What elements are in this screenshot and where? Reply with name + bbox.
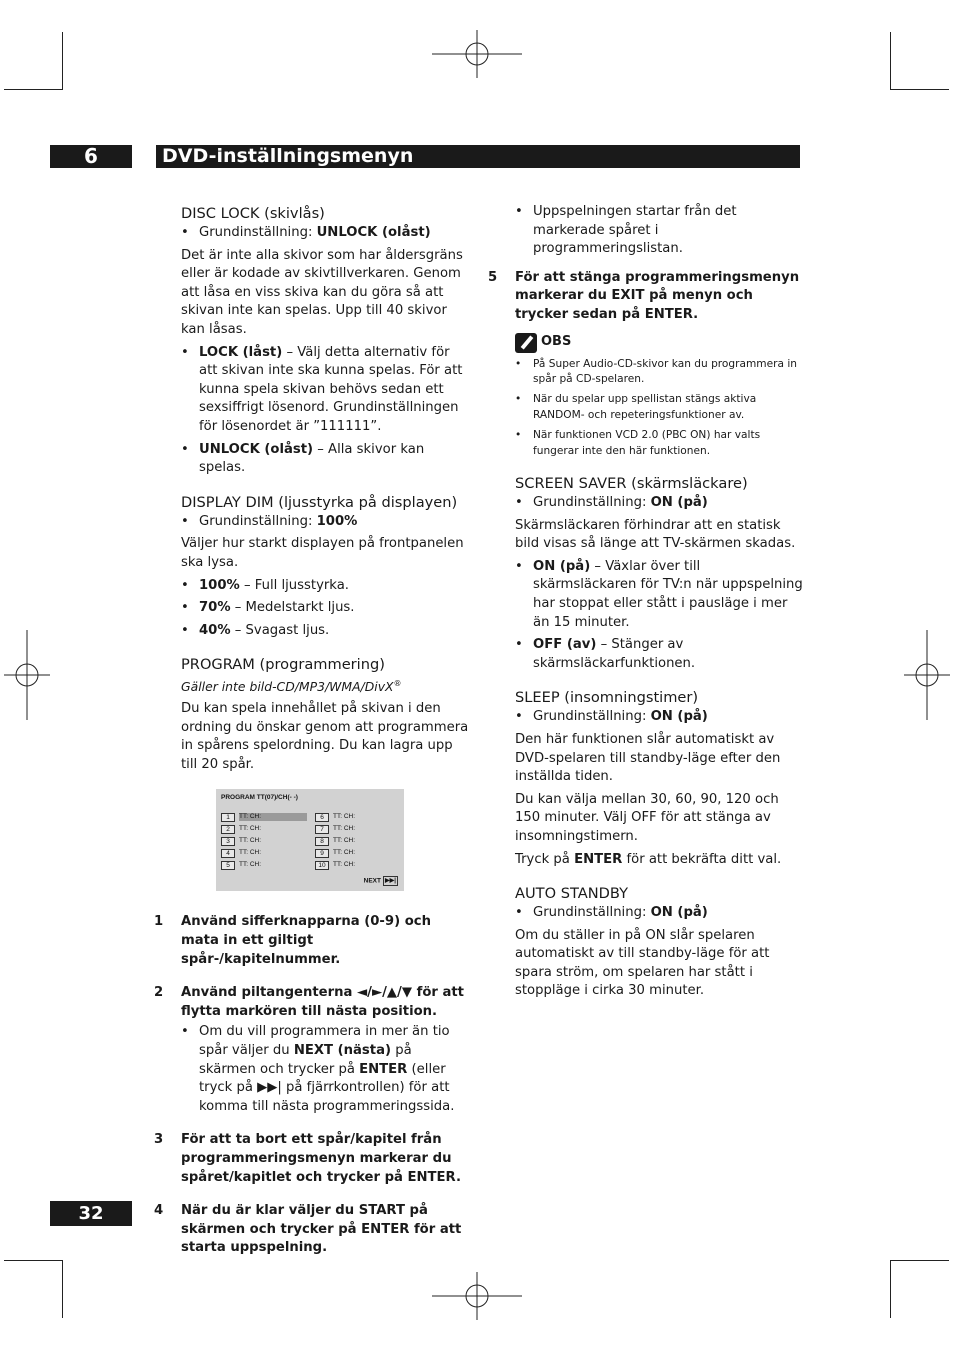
paragraph: Du kan spela innehållet på skivan i den ordning du önskar genom att programmera in spårens spelordning. Du kan lagra upp till 20 spår. [181, 701, 469, 772]
obs-notes [515, 357, 805, 459]
osd-slot: 6 TT: CH: [315, 813, 355, 821]
option-item: • LOCK (låst) – Välj detta alternativ för att skivan inte ska kunna spelas. För att kunna spela skivan behövs sedan ett sexsiffrigt lösenord. Grundinställningen för lösenordet är ”111111”. [181, 344, 471, 437]
section-program [154, 655, 471, 1258]
section-screen-saver [515, 474, 805, 673]
section-heading: AUTO STANDBY [515, 885, 629, 903]
note-item: • När funktionen VCD 2.0 (PBC ON) har valts fungerar inte den här funktionen. [515, 428, 805, 459]
step-item: 3 För att ta bort ett spår/kapitel från programmeringsmenyn markerar du spåret/kapitlet och trycker på ENTER. [154, 1132, 461, 1185]
step-item: 5 För att stänga programmeringsmenyn markerar du EXIT på menyn och trycker sedan på ENTER. [488, 269, 800, 322]
step-item: 1 Använd sifferknapparna (0-9) och mata in ett giltigt spår-/kapitelnummer. [154, 914, 431, 967]
default-setting: • Grundinställning: ON (på) [515, 708, 805, 727]
paragraph: Om du ställer in på ON slår spelaren automatiskt av till standby-läge för att spara ström, om spelaren har stått i stoppläge i cirka 30 minuter. [515, 927, 770, 999]
step-note: • Om du vill programmera in mer än tio spår väljer du NEXT (nästa) på skärmen och trycker på ENTER (eller tryck på ▶▶| på fjärrkontrollen) för att komma till nästa programmeringssida. [181, 1023, 471, 1116]
paragraph: Du kan välja mellan 30, 60, 90, 120 och 150 minuter. Välj OFF för att stänga av insomningstimern. [515, 791, 779, 844]
step-item: 2 Använd piltangenterna ◄/►/▲/▼ för att flytta markören till nästa position. • Om du vill programmera in mer än tio spår väljer du NEXT (nästa) på skärmen och trycker på ENTER (eller tryck på ▶▶| på fjärrkontrollen) för att komma till nästa programmeringssida. [181, 984, 471, 1116]
crop-mark [62, 1260, 63, 1318]
paragraph: Det är inte alla skivor som har åldersgräns eller är kodade av skivtillverkaren. Genom att låsa en viss skiva kan du göra så att skivan inte kan spelas. Upp till 40 skivor kan låsas. [181, 247, 463, 337]
section-auto-standby [515, 884, 805, 1001]
crop-mark [62, 32, 63, 90]
section-heading: SCREEN SAVER (skärmsläckare) [515, 475, 748, 492]
left-column [154, 204, 471, 1273]
osd-slot: 10 TT: CH: [315, 861, 355, 869]
program-osd-screen [216, 789, 404, 891]
osd-title: PROGRAM TT(07)/CH(- -) [221, 794, 298, 802]
option-item: • UNLOCK (olåst) – Alla skivor kan spelas. [181, 441, 471, 478]
option-item: • 40% – Svagast ljus. [181, 622, 471, 641]
registration-mark-icon [432, 1272, 522, 1320]
program-subtitle: Gäller inte bild-CD/MP3/WMA/DivX® [181, 679, 402, 695]
chapter-number: 6 [50, 145, 132, 168]
crop-mark [891, 89, 949, 90]
paragraph: Tryck på ENTER för att bekräfta ditt val. [515, 851, 782, 867]
page-title: DVD-inställningsmenyn [156, 145, 800, 168]
step-item: 4 När du är klar väljer du START på skärmen och trycker på ENTER för att starta uppspelning. [154, 1203, 462, 1256]
crop-mark [891, 1260, 949, 1261]
section-heading: DISC LOCK (skivlås) [181, 205, 325, 222]
section-disc-lock [181, 204, 471, 478]
option-item: • OFF (av) – Stänger av skärmsläckarfunktionen. [515, 636, 805, 673]
registration-mark-icon [4, 630, 50, 720]
note-item: • På Super Audio-CD-skivor kan du programmera in spår på CD-spelaren. [515, 357, 805, 388]
paragraph: Skärmsläckaren förhindrar att en statisk bild visas så länge att TV-skärmen skadas. [515, 517, 796, 552]
section-heading: SLEEP (insomningstimer) [515, 689, 699, 707]
default-setting: • Grundinställning: UNLOCK (olåst) [181, 224, 471, 243]
default-setting: • Grundinställning: ON (på) [515, 904, 805, 923]
crop-mark [890, 32, 891, 90]
obs-heading: OBS [515, 333, 805, 353]
section-display-dim [181, 493, 471, 641]
pen-icon [515, 333, 537, 353]
registration-mark-icon [904, 630, 950, 720]
default-setting: • Grundinställning: 100% [181, 513, 471, 532]
osd-slot: 2 TT: CH: [221, 825, 261, 833]
osd-slot: 9 TT: CH: [315, 849, 355, 857]
right-column [488, 203, 805, 1016]
section-heading: PROGRAM (programmering) [181, 656, 385, 674]
paragraph: Väljer hur starkt displayen på frontpanelen ska lysa. [181, 536, 464, 570]
crop-mark [4, 1260, 62, 1261]
osd-next-button: NEXT ▶▶| [364, 876, 398, 886]
osd-slot: 8 TT: CH: [315, 837, 355, 845]
program-steps [154, 913, 471, 1258]
crop-mark [4, 89, 62, 90]
osd-slot: 4 TT: CH: [221, 849, 261, 857]
option-item: • 70% – Medelstarkt ljus. [181, 599, 471, 618]
section-heading: DISPLAY DIM (ljusstyrka på displayen) [181, 493, 458, 511]
note-item: • När du spelar upp spellistan stängs aktiva RANDOM- och repeteringsfunktioner av. [515, 392, 805, 423]
option-item: • 100% – Full ljusstyrka. [181, 577, 471, 596]
bullet-item: • Uppspelningen startar från det markerade spåret i programmeringslistan. [515, 203, 805, 259]
next-icon: ▶▶| [383, 876, 398, 886]
paragraph: Den här funktionen slår automatiskt av DVD-spelaren till standby-läge efter den inställda tiden. [515, 731, 781, 785]
page-number: 32 [50, 1201, 132, 1226]
osd-slot: 5 TT: CH: [221, 861, 261, 869]
registration-mark-icon [432, 30, 522, 78]
crop-mark [890, 1260, 891, 1318]
option-item: • ON (på) – Växlar över till skärmsläckaren för TV:n när uppspelning har stoppat eller stått i pausläge i mer än 15 minuter. [515, 558, 805, 632]
section-sleep [515, 688, 805, 869]
osd-slot: 1 TT: CH: [221, 813, 307, 821]
osd-slot: 3 TT: CH: [221, 837, 261, 845]
osd-slot: 7 TT: CH: [315, 825, 355, 833]
default-setting: • Grundinställning: ON (på) [515, 494, 805, 513]
